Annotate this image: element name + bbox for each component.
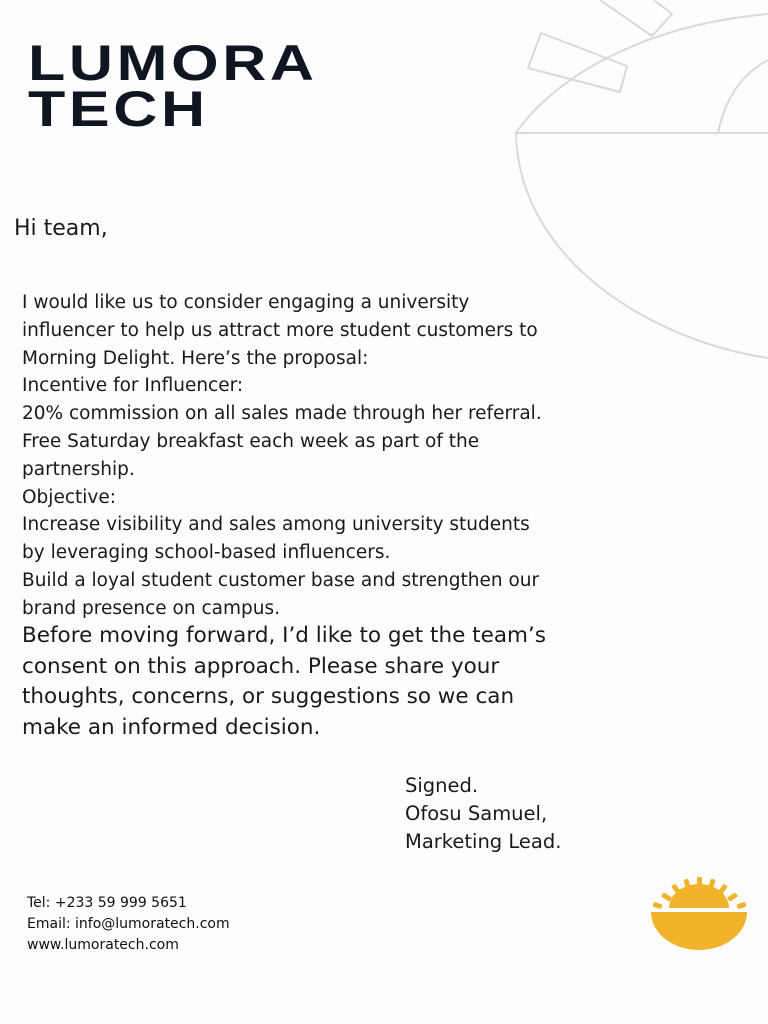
contact-info (27, 893, 230, 956)
closing-line: Before moving forward, I’d like to get the team’s (22, 623, 546, 648)
signature-name: Ofosu Samuel, (405, 802, 548, 825)
closing-line: consent on this approach. Please share your (22, 653, 500, 679)
letter-greeting: Hi team, (14, 216, 108, 241)
body-line: Build a loyal student customer base and strengthen our (22, 569, 540, 591)
body-line: partnership. (22, 458, 135, 480)
signature-title: Marketing Lead. (405, 830, 562, 853)
signature-signed: Signed. (405, 774, 479, 797)
contact-website: www.lumoratech.com (27, 937, 179, 953)
body-line: influencer to help us attract more student customers to (22, 319, 538, 341)
closing-line: thoughts, concerns, or suggestions so we can (22, 684, 515, 709)
letter-body (22, 289, 762, 623)
brand-line-1: LUMORA (28, 35, 318, 91)
letter-closing (22, 621, 762, 743)
body-line: Incentive for Influencer: (22, 375, 244, 397)
body-line: Objective: (22, 486, 116, 508)
body-line: Morning Delight. Here’s the proposal: (22, 347, 369, 369)
body-line: Free Saturday breakfast each week as part of the (22, 430, 480, 452)
signature-block (405, 772, 561, 856)
contact-phone: Tel: +233 59 999 5651 (27, 895, 187, 911)
brand-logo (28, 35, 318, 137)
body-line: by leveraging school-based influencers. (22, 542, 391, 564)
brand-line-2: TECH (28, 81, 209, 137)
body-line: Increase visibility and sales among university students (22, 514, 530, 536)
sunrise-icon (648, 874, 750, 952)
contact-email: Email: info@lumoratech.com (27, 916, 230, 932)
body-line: I would like us to consider engaging a university (22, 292, 470, 313)
body-line: 20% commission on all sales made through her referral. (22, 403, 542, 425)
closing-line: make an informed decision. (22, 714, 321, 740)
body-line: brand presence on campus. (22, 597, 280, 619)
